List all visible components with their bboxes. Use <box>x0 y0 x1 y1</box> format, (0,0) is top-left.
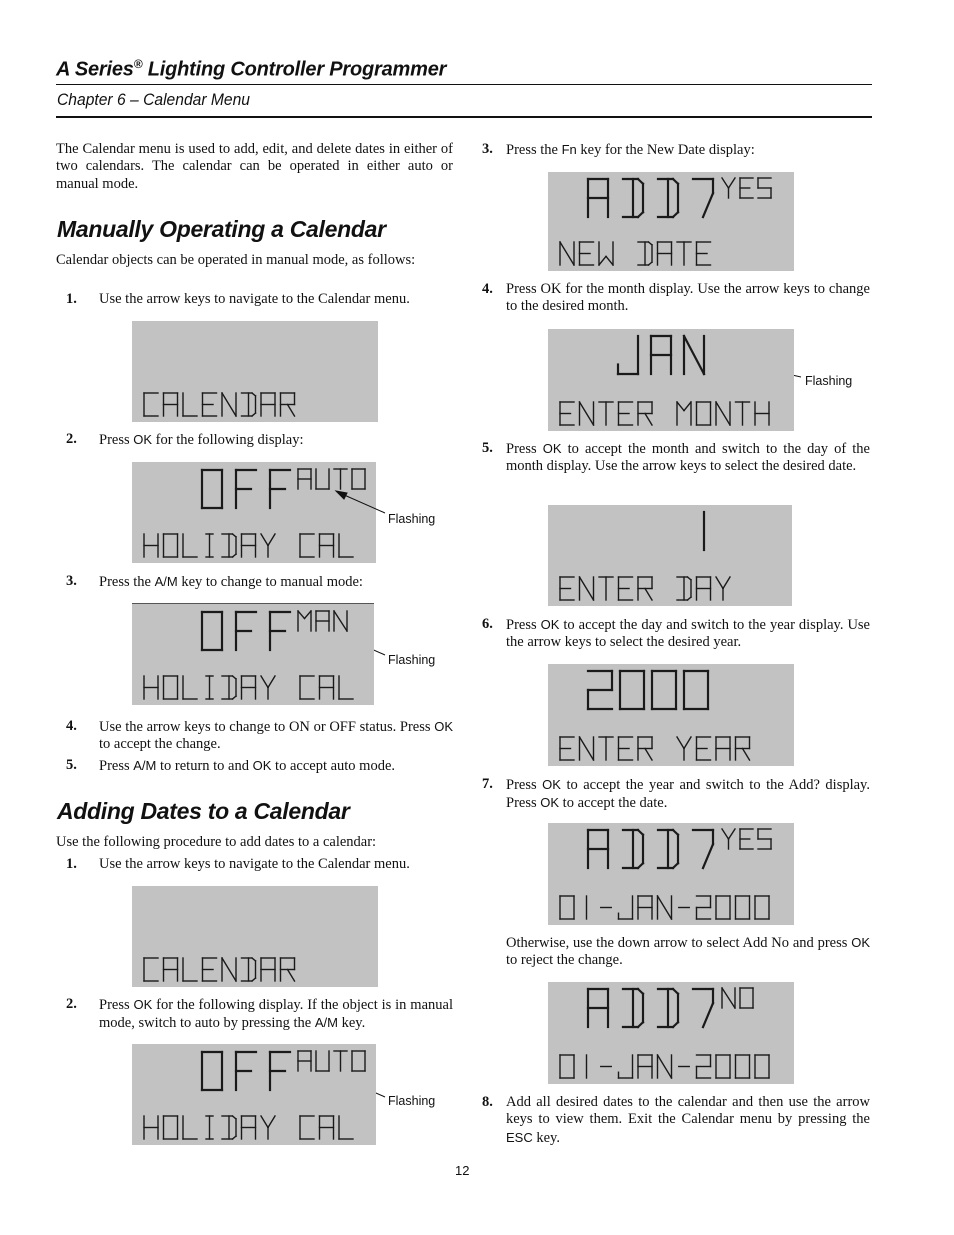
page-number: 12 <box>455 1163 470 1178</box>
otherwise-paragraph: Otherwise, use the down arrow to select Add No and press OK to reject the change. <box>506 935 870 969</box>
lcd-text <box>588 179 713 217</box>
lcd-off-man <box>132 603 374 705</box>
flashing-label: Flashing <box>388 512 436 526</box>
lcd-text <box>722 988 753 1008</box>
adding-step-5: 5. Press OK to accept the month and switch to the day of the month display. Use the arrow keys to select the desired date. <box>482 440 870 475</box>
adding-step-2: 2. Press OK for the following display. If the object is in manual mode, switch to auto by pressing the A/M key. <box>66 996 453 1032</box>
adding-step-3: 3. Press the Fn key for the New Date display: <box>482 141 755 158</box>
manual-step-3: 3. Press the A/M key to change to manual mode: <box>66 573 363 590</box>
lcd-text <box>298 1051 365 1071</box>
lcd-text <box>298 611 347 631</box>
lcd-text <box>588 989 713 1027</box>
adding-step-7: 7. Press OK to accept the year and switch to the Add? display. Press OK to accept the date. <box>482 776 870 812</box>
lcd-text <box>144 676 353 699</box>
lcd-text <box>560 896 769 919</box>
manual-step-5: 5. Press A/M to return to and OK to accept auto mode. <box>66 757 396 774</box>
manual-step-4: 4. Use the arrow keys to change to ON or OFF status. Press OK to accept the change. <box>66 718 453 753</box>
chapter-title: Chapter 6 – Calendar Menu <box>57 90 251 109</box>
lcd-enter-month <box>548 329 794 431</box>
lcd-text <box>202 1052 290 1090</box>
lcd-off-auto-2 <box>132 1044 376 1145</box>
lcd-text <box>618 336 704 374</box>
lcd-text <box>588 671 708 709</box>
manual-step-2: 2. Press OK for the following display: <box>66 431 304 448</box>
lcd-text <box>722 178 771 198</box>
adding-step-4: 4. Press OK for the month display. Use the arrow keys to change to the desired month. <box>482 281 870 315</box>
section-heading-adding: Adding Dates to a Calendar <box>57 798 350 824</box>
flashing-label: Flashing <box>388 653 436 667</box>
lcd-text <box>560 242 711 265</box>
lcd-add-new-date <box>548 172 794 271</box>
flashing-label: Flashing <box>805 374 853 388</box>
manual-lead: Calendar objects can be operated in manual mode, as follows: <box>56 252 416 268</box>
lcd-text <box>722 829 771 849</box>
lcd-text <box>588 830 713 868</box>
lcd-add-no <box>548 982 794 1084</box>
lcd-text <box>202 612 290 650</box>
intro-paragraph: The Calendar menu is used to add, edit, and delete dates in either of two calendars. The calendar can be operated in either auto or manual mode. <box>56 141 453 192</box>
lcd-text <box>560 402 769 425</box>
lcd-enter-year <box>548 664 794 766</box>
lcd-calendar-2 <box>132 886 378 987</box>
flashing-label: Flashing <box>388 1094 436 1108</box>
lcd-text <box>144 1116 353 1139</box>
adding-lead: Use the following procedure to add dates to a calendar: <box>56 834 377 850</box>
lcd-enter-day <box>548 505 792 606</box>
section-heading-manual: Manually Operating a Calendar <box>57 216 386 242</box>
lcd-text <box>560 1055 769 1078</box>
document-title: A Series® Lighting Controller Programmer <box>56 57 447 81</box>
lcd-text <box>560 577 730 600</box>
lcd-text <box>144 958 295 981</box>
adding-step-8: 8. Add all desired dates to the calendar and then use the arrow keys to view them. Exit the Calendar menu by pressing the ESC key. <box>482 1094 870 1146</box>
manual-step-1: 1. Use the arrow keys to navigate to the Calendar menu. <box>66 291 410 307</box>
lcd-add-yes <box>548 823 794 925</box>
adding-step-1: 1. Use the arrow keys to navigate to the Calendar menu. <box>66 856 410 872</box>
adding-step-6: 6. Press OK to accept the day and switch to the year display. Use the arrow keys to select the desired year. <box>482 616 870 651</box>
lcd-text <box>560 737 750 760</box>
